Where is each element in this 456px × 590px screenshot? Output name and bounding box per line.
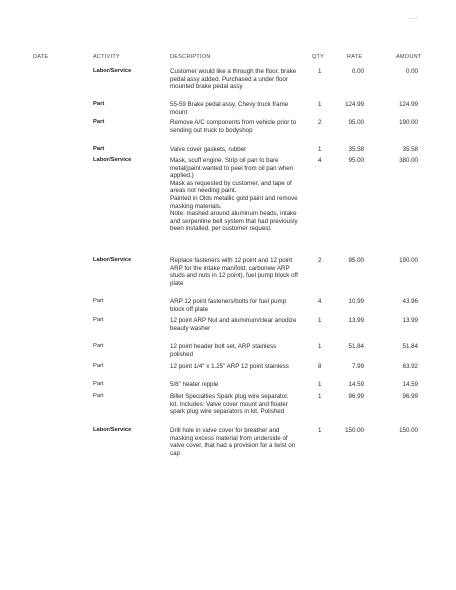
- line-activity: Part: [93, 343, 104, 349]
- line-rate: 95.00: [348, 157, 364, 164]
- line-amount: 190.00: [399, 257, 418, 264]
- line-activity: Labor/Service: [93, 68, 132, 74]
- line-activity: Labor/Service: [93, 427, 132, 433]
- line-amount: 43.96: [402, 298, 418, 305]
- line-activity: Labor/Service: [93, 257, 132, 263]
- line-qty: 1: [318, 68, 322, 75]
- line-description: Replace fasteners with 12 point and 12 point ARP for the intake manifold, carbonew ARP studs and nuts in 12 point), fuel pump block off plate: [170, 257, 298, 287]
- line-activity: Part: [93, 317, 104, 323]
- line-rate: 150.00: [345, 427, 364, 434]
- line-activity: Part: [93, 298, 104, 304]
- line-amount: 13.99: [402, 317, 418, 324]
- line-activity: Part: [93, 101, 105, 107]
- line-amount: 0.00: [405, 68, 418, 75]
- line-description: Drill hole in valve cover for breather and masking excess material from underside of valve cover, that had a provision for a twist on cap: [170, 427, 296, 457]
- line-qty: 1: [318, 381, 322, 388]
- line-qty: 4: [318, 298, 322, 305]
- line-amount: 35.58: [402, 146, 418, 153]
- header-qty: QTY: [312, 54, 325, 60]
- line-activity: Part: [93, 146, 105, 152]
- line-amount: 150.00: [399, 427, 418, 434]
- line-description: Customer would like a through the floor, brake pedal assy added. Purchased a under floor mounted brake pedal assy: [170, 68, 297, 91]
- line-description: 5/8" heater nipple: [170, 381, 219, 388]
- line-description: Valve cover gaskets, rubber: [170, 146, 247, 153]
- line-qty: 1: [318, 427, 322, 434]
- line-activity: Part: [93, 119, 105, 125]
- line-rate: 14.59: [348, 381, 364, 388]
- line-rate: 124.99: [345, 101, 364, 108]
- line-qty: 2: [318, 257, 322, 264]
- line-rate: 95.00: [348, 257, 364, 264]
- line-rate: 51.84: [348, 343, 364, 350]
- line-activity: Part: [93, 393, 104, 399]
- line-amount: 63.92: [402, 363, 418, 370]
- line-amount: 190.00: [399, 119, 418, 126]
- line-description: Billet Specialties Spark plug wire separator, kit. Includes: Valve cover mount and floater spark plug wire separators in kit, Polished: [170, 393, 289, 416]
- line-amount: 14.59: [402, 381, 418, 388]
- line-description: ARP 12 point fasteners/bolts for fuel pump block off plate: [170, 298, 287, 313]
- line-amount: 124.99: [399, 101, 418, 108]
- line-rate: 95.00: [348, 119, 364, 126]
- line-qty: 1: [318, 343, 322, 350]
- line-description: 12 point header bolt set, ARP stainless polished: [170, 343, 277, 358]
- line-description: Mask, scuff engine. Strip oil pan to bare metal(paint wanted to peel from oil pan when applied.) Mask as requested by customer, and tape of areas not needing paint. Painted in Olds metallic gold paint and remove masking materials. Note: mashed around aluminum heads, intake and serpentine belt system that had previously been installed, per customer request.: [170, 157, 298, 233]
- line-qty: 1: [318, 101, 322, 108]
- header-description: DESCRIPTION: [170, 54, 211, 60]
- line-description: 12 point 1/4" x 1.25" ARP 12 point stainless: [170, 363, 289, 370]
- line-qty: 2: [318, 119, 322, 126]
- line-amount: 380.00: [399, 157, 418, 164]
- line-rate: 35.58: [348, 146, 364, 153]
- line-qty: 1: [318, 317, 322, 324]
- line-activity: Part: [93, 363, 104, 369]
- header-activity: ACTIVITY: [93, 54, 120, 60]
- line-rate: 10.99: [348, 298, 364, 305]
- line-qty: 8: [318, 363, 322, 370]
- scan-artifact: [408, 18, 418, 19]
- line-description: 55-59 Brake pedal assy, Chevy truck frame mount: [170, 101, 289, 116]
- line-rate: 7.99: [351, 363, 364, 370]
- line-rate: 13.99: [348, 317, 364, 324]
- line-rate: 0.00: [351, 68, 364, 75]
- line-amount: 51.84: [402, 343, 418, 350]
- line-activity: Part: [93, 381, 104, 387]
- line-description: Remove A/C components from vehicle prior to sending out truck to bodyshop: [170, 119, 297, 134]
- line-description: 12 point ARP Nut and aluminum/clear anodize beauty washer: [170, 317, 297, 332]
- line-qty: 1: [318, 393, 322, 400]
- line-activity: Labor/Service: [93, 157, 132, 163]
- header-rate: RATE: [347, 54, 363, 60]
- header-date: DATE: [33, 54, 49, 60]
- line-qty: 4: [318, 157, 322, 164]
- line-rate: 96.99: [348, 393, 364, 400]
- line-qty: 1: [318, 146, 322, 153]
- header-amount: AMOUNT: [396, 54, 422, 60]
- line-amount: 96.99: [402, 393, 418, 400]
